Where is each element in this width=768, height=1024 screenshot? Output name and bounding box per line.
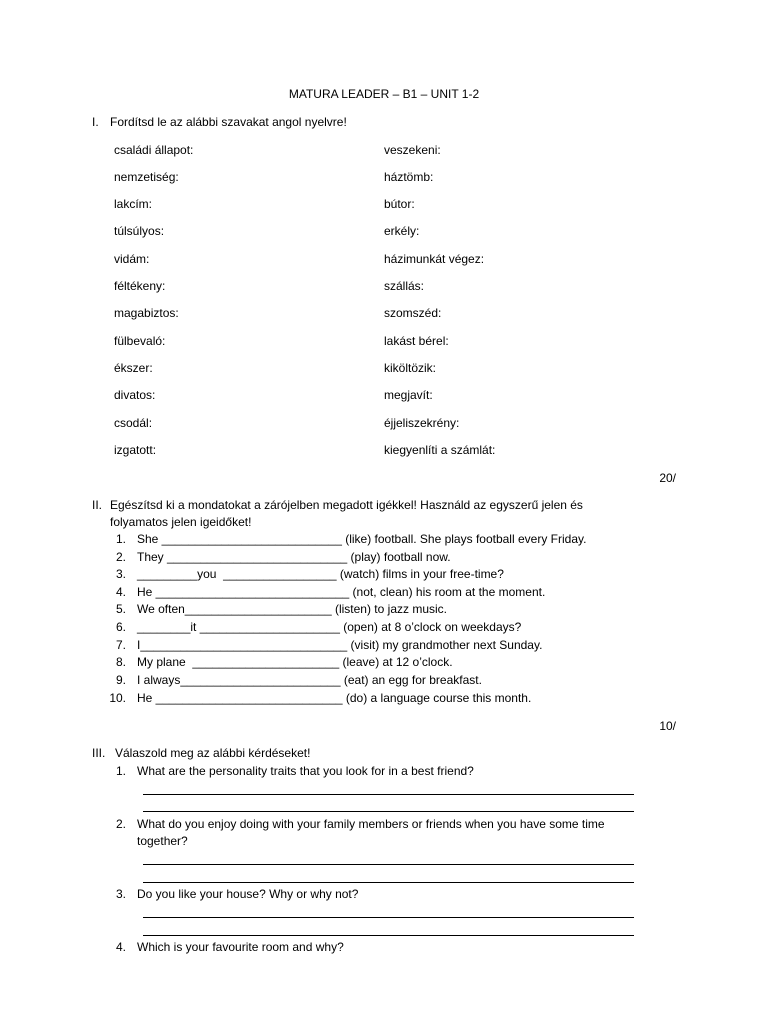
right-word: kiköltözik: [384,361,437,375]
right-word: lakást bérel: [384,334,449,348]
exercise-sentence: _________you _________________ (watch) films in your free-time? [137,567,504,581]
left-word: vidám: [114,252,150,266]
exercise-sentence: We often______________________ (listen) to jazz music. [137,602,447,616]
exercise-sentence: ________it _____________________ (open) at 8 o’clock on weekdays? [137,620,522,634]
exercise-sentence: He _____________________________ (not, clean) his room at the moment. [137,585,546,599]
right-word: kiegyenlíti a számlát: [384,443,496,457]
answer-line[interactable] [143,882,634,883]
question-text-line2: together? [137,834,188,848]
left-word: izgatott: [114,443,157,457]
left-word: túlsúlyos: [114,224,165,238]
exercise-number: 9. [115,673,126,687]
right-word: házimunkát végez: [384,252,485,266]
left-word: családi állapot: [114,143,194,157]
answer-line[interactable] [143,864,634,865]
left-word: ékszer: [114,361,153,375]
exercise-sentence: She ___________________________ (like) football. She plays football every Friday. [137,532,587,546]
exercise-number: 3. [115,567,126,581]
exercise-number: 8. [115,655,126,669]
exercise-sentence: My plane ______________________ (leave) at 12 o’clock. [137,655,453,669]
right-word: szomszéd: [384,306,442,320]
right-word: bútor: [384,197,415,211]
page-title: MATURA LEADER – B1 – UNIT 1-2 [288,87,480,101]
right-word: veszekeni: [384,143,441,157]
right-word: szállás: [384,279,425,293]
left-word: lakcím: [114,197,153,211]
left-word: divatos: [114,388,156,402]
question-number: 4. [115,940,126,954]
question-text: Do you like your house? Why or why not? [137,887,359,901]
left-word: fülbevaló: [114,334,166,348]
question-number: 2. [115,817,126,831]
answer-line[interactable] [143,917,634,918]
section2-title-line2: folyamatos jelen igeidőket! [110,515,252,529]
section1-score: 20/ [659,471,676,485]
exercise-sentence: They ___________________________ (play) football now. [137,550,451,564]
answer-line[interactable] [143,935,634,936]
right-word: erkély: [384,224,420,238]
exercise-number: 7. [115,638,126,652]
question-text: What are the personality traits that you look for in a best friend? [137,764,474,778]
left-word: csodál: [114,416,153,430]
section3-number: III. [92,746,106,760]
right-word: háztömb: [384,170,434,184]
question-text-line1: What do you enjoy doing with your family members or friends when you have some time [137,817,605,831]
exercise-number: 6. [115,620,126,634]
section2-number: II. [92,498,103,512]
exercise-number: 2. [115,550,126,564]
exercise-sentence: He ____________________________ (do) a language course this month. [137,691,532,705]
exercise-sentence: I_______________________________ (visit) my grandmother next Sunday. [137,638,543,652]
section1-title: Fordítsd le az alábbi szavakat angol nyelvre! [110,115,347,129]
section2-title-line1: Egészítsd ki a mondatokat a zárójelben megadott igékkel! Használd az egyszerű jelen és [110,498,583,512]
section1-number: I. [92,115,99,129]
answer-line[interactable] [143,794,634,795]
exercise-number: 4. [115,585,126,599]
left-word: magabiztos: [114,306,179,320]
answer-line[interactable] [143,811,634,812]
exercise-number: 1. [115,532,126,546]
section3-title: Válaszold meg az alábbi kérdéseket! [115,746,311,760]
question-text: Which is your favourite room and why? [137,940,344,954]
section2-score: 10/ [659,719,676,733]
question-number: 1. [115,764,126,778]
right-word: megjavít: [384,388,433,402]
left-word: nemzetiség: [114,170,179,184]
exercise-number: 5. [115,602,126,616]
exercise-number: 10. [109,691,126,705]
left-word: féltékeny: [114,279,166,293]
exercise-sentence: I always________________________ (eat) an egg for breakfast. [137,673,482,687]
question-number: 3. [115,887,126,901]
right-word: éjjeliszekrény: [384,416,460,430]
